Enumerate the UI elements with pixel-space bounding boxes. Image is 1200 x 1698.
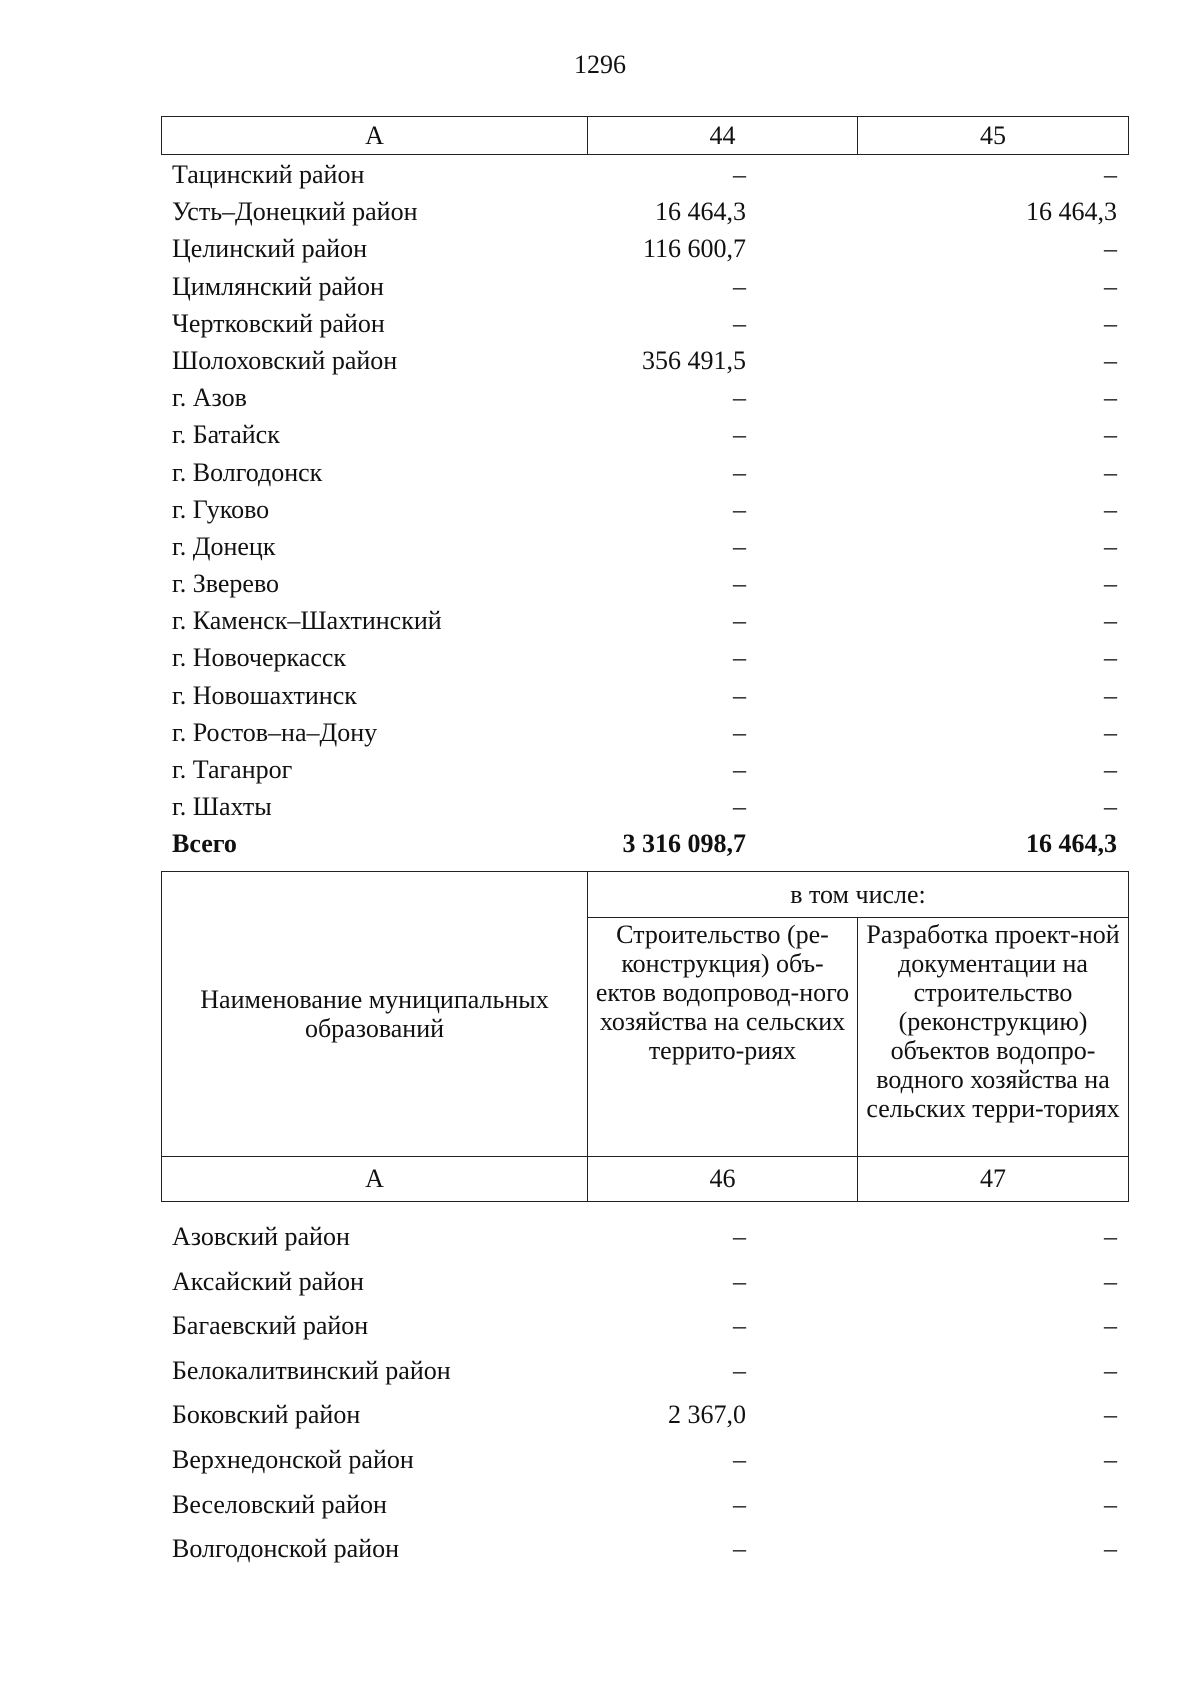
municipality-name: г. Шахты xyxy=(172,792,272,822)
value-cell: – xyxy=(733,308,746,338)
municipality-name: г. Каменск–Шахтинский xyxy=(172,606,442,636)
municipality-name: Азовский район xyxy=(172,1222,350,1251)
value-cell: – xyxy=(1104,1489,1117,1519)
municipality-name: Аксайский район xyxy=(172,1266,364,1296)
table-row xyxy=(161,342,1128,379)
header-col-44: 44 xyxy=(588,117,858,155)
municipality-name: Целинский район xyxy=(172,234,367,264)
municipality-name: Веселовский район xyxy=(172,1489,387,1519)
municipality-name: г. Новошахтинск xyxy=(172,680,357,710)
value-cell: – xyxy=(1104,383,1117,413)
header-col-a: А xyxy=(162,1157,588,1202)
total-label: Всего xyxy=(172,829,237,859)
value-cell: – xyxy=(1104,680,1117,710)
value-cell: – xyxy=(1104,271,1117,301)
value-cell: – xyxy=(1104,1355,1117,1385)
table-row xyxy=(161,1527,1128,1572)
value-cell: – xyxy=(1104,1311,1117,1341)
value-cell: – xyxy=(733,1266,746,1296)
municipality-name: г. Волгодонск xyxy=(172,457,323,487)
including-group-header: в том числе: xyxy=(588,872,1129,918)
table-row xyxy=(161,268,1128,305)
total-value: 16 464,3 xyxy=(1026,829,1117,859)
table-row xyxy=(161,454,1128,491)
value-cell: – xyxy=(733,792,746,822)
value-cell: – xyxy=(1104,1400,1117,1430)
municipality-name: Цимлянский район xyxy=(172,271,384,301)
municipality-name: г. Азов xyxy=(172,383,247,413)
header-row xyxy=(162,117,1129,155)
value-cell: – xyxy=(733,717,746,747)
municipality-name: Чертковский район xyxy=(172,308,385,338)
header-col-a: А xyxy=(162,117,588,155)
value-cell: 2 367,0 xyxy=(668,1400,746,1430)
municipality-name: Усть–Донецкий район xyxy=(172,197,418,227)
value-cell: – xyxy=(1104,420,1117,450)
value-cell: 16 464,3 xyxy=(1026,197,1117,227)
table-row xyxy=(161,714,1128,751)
value-cell: – xyxy=(733,420,746,450)
value-cell: – xyxy=(1104,1444,1117,1474)
col-46-description: Строительство (ре-конструкция) объ-ектов водопровод-ного хозяйства на сельских террито-риях xyxy=(588,918,858,1157)
value-cell: – xyxy=(733,457,746,487)
value-cell: – xyxy=(733,1489,746,1519)
total-value: 3 316 098,7 xyxy=(622,829,746,859)
value-cell: – xyxy=(733,494,746,524)
table-row xyxy=(161,639,1128,676)
municipality-name: г. Таганрог xyxy=(172,755,293,784)
value-cell: – xyxy=(733,1311,746,1341)
value-cell: – xyxy=(733,271,746,301)
total-row xyxy=(161,825,1128,862)
table-row xyxy=(161,1393,1128,1438)
col-47-description: Разработка проект-ной документации на строительство (реконструкцию) объектов водопро-водного хозяйства на сельских терри-ториях xyxy=(858,918,1129,1157)
value-cell: – xyxy=(1104,308,1117,338)
municipality-name: Тацинский район xyxy=(172,160,365,189)
value-cell: – xyxy=(733,1355,746,1385)
table-row xyxy=(161,156,1128,193)
value-cell: – xyxy=(1104,1266,1117,1296)
table-row xyxy=(161,193,1128,230)
page-number: 1296 xyxy=(574,50,626,79)
value-cell: – xyxy=(1104,1222,1117,1251)
value-cell: – xyxy=(1104,494,1117,524)
table-row xyxy=(161,1349,1128,1394)
municipality-name: г. Новочеркасск xyxy=(172,643,347,673)
municipality-name: Верхнедонской район xyxy=(172,1444,414,1474)
municipality-name: Багаевский район xyxy=(172,1311,369,1341)
value-cell: – xyxy=(733,643,746,673)
value-cell: – xyxy=(733,160,746,189)
municipality-name: Волгодонской район xyxy=(172,1534,400,1564)
value-cell: – xyxy=(1104,755,1117,784)
value-cell: – xyxy=(733,606,746,636)
municipality-name: г. Ростов–на–Дону xyxy=(172,717,378,747)
header-group-row xyxy=(162,872,1129,918)
table-row xyxy=(161,1483,1128,1528)
value-cell: – xyxy=(733,755,746,784)
municipality-name: Боковский район xyxy=(172,1400,361,1430)
municipality-column-header: Наименование муниципальных образований xyxy=(162,872,588,1157)
value-cell: – xyxy=(1104,234,1117,264)
header-col-46: 46 xyxy=(588,1157,858,1202)
municipality-name: г. Донецк xyxy=(172,531,276,561)
table-row xyxy=(161,1304,1128,1349)
value-cell: – xyxy=(1104,792,1117,822)
table-row xyxy=(161,1215,1128,1260)
table-row xyxy=(161,379,1128,416)
header-number-row xyxy=(162,1157,1129,1202)
table-row xyxy=(161,602,1128,639)
table-row xyxy=(161,677,1128,714)
value-cell: – xyxy=(733,531,746,561)
table-row xyxy=(161,491,1128,528)
municipality-name: г. Зверево xyxy=(172,569,280,599)
value-cell: – xyxy=(733,1444,746,1474)
top-table-body xyxy=(161,156,1128,863)
table-row xyxy=(161,230,1128,267)
municipality-name: Шолоховский район xyxy=(172,345,398,375)
table-row xyxy=(161,1260,1128,1305)
table-row xyxy=(161,565,1128,602)
value-cell: – xyxy=(733,1222,746,1251)
value-cell: – xyxy=(1104,345,1117,375)
value-cell: – xyxy=(1104,457,1117,487)
value-cell: 16 464,3 xyxy=(655,197,746,227)
value-cell: 116 600,7 xyxy=(642,234,746,264)
table-row xyxy=(161,416,1128,453)
table-row xyxy=(161,305,1128,342)
value-cell: 356 491,5 xyxy=(642,345,746,375)
value-cell: – xyxy=(733,383,746,413)
value-cell: – xyxy=(1104,717,1117,747)
value-cell: – xyxy=(1104,643,1117,673)
municipality-name: Белокалитвинский район xyxy=(172,1355,451,1385)
value-cell: – xyxy=(1104,569,1117,599)
header-col-45: 45 xyxy=(858,117,1129,155)
header-col-47: 47 xyxy=(858,1157,1129,1202)
table-row xyxy=(161,788,1128,825)
value-cell: – xyxy=(733,680,746,710)
value-cell: – xyxy=(733,569,746,599)
bottom-table-body xyxy=(161,1215,1128,1572)
mid-table-header xyxy=(161,871,1129,1202)
value-cell: – xyxy=(733,1534,746,1564)
value-cell: – xyxy=(1104,160,1117,189)
municipality-name: г. Гуково xyxy=(172,494,270,524)
municipality-name: г. Батайск xyxy=(172,420,280,450)
value-cell: – xyxy=(1104,606,1117,636)
table-row xyxy=(161,528,1128,565)
value-cell: – xyxy=(1104,1534,1117,1564)
table-row xyxy=(161,1438,1128,1483)
top-table-header xyxy=(161,116,1129,155)
table-row xyxy=(161,751,1128,788)
value-cell: – xyxy=(1104,531,1117,561)
